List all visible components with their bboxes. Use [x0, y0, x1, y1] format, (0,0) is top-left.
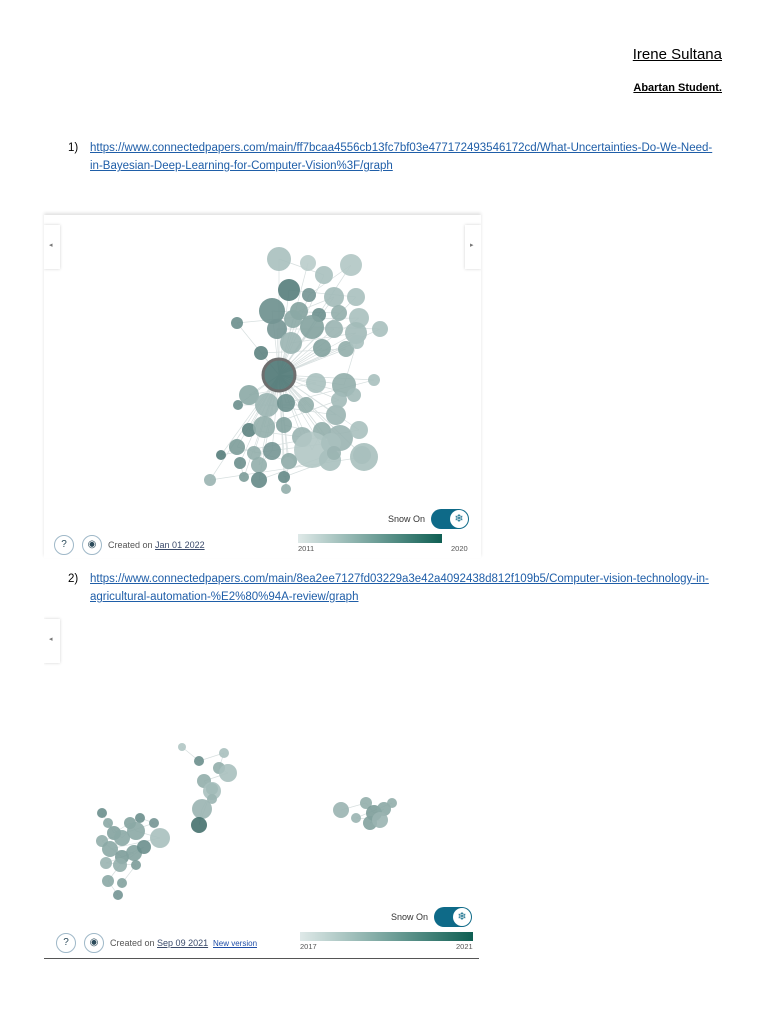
locate-icon[interactable]: ◉: [84, 933, 104, 953]
help-button[interactable]: ?: [54, 535, 74, 555]
snow-toggle-row: [391, 907, 472, 927]
graph-node[interactable]: [351, 813, 361, 823]
graph-node[interactable]: [333, 802, 349, 818]
list-number: 2): [68, 573, 79, 585]
graph-node[interactable]: [231, 317, 243, 329]
chevron-right-icon: ▸: [470, 242, 474, 249]
year-gradient-bar: [298, 534, 442, 543]
graph-node[interactable]: [251, 472, 267, 488]
graph-node[interactable]: [113, 858, 127, 872]
year-gradient-bar: [300, 932, 473, 941]
graph-node[interactable]: [276, 417, 292, 433]
graph-node[interactable]: [253, 416, 275, 438]
graph-node[interactable]: [347, 388, 361, 402]
graph-node[interactable]: [300, 255, 316, 271]
graph-node[interactable]: [347, 288, 365, 306]
graph-node[interactable]: [191, 817, 207, 833]
graph-node[interactable]: [239, 472, 249, 482]
year-end: 2021: [456, 942, 473, 951]
graph-node[interactable]: [113, 890, 123, 900]
created-date[interactable]: Sep 09 2021: [157, 938, 209, 948]
graph-node[interactable]: [149, 818, 159, 828]
snowflake-icon: ❄: [453, 908, 471, 926]
graph-node[interactable]: [267, 247, 291, 271]
graph-node[interactable]: [178, 743, 186, 751]
graph-node[interactable]: [327, 446, 341, 460]
graph-node[interactable]: [387, 798, 397, 808]
help-button[interactable]: ?: [56, 933, 76, 953]
snow-label: Snow On: [388, 514, 426, 524]
new-version-link[interactable]: New version: [213, 939, 258, 948]
graph-node[interactable]: [302, 288, 316, 302]
graph-node[interactable]: [278, 279, 300, 301]
created-on: [108, 540, 205, 550]
author-role: Abartan Student.: [633, 82, 722, 94]
connected-papers-link-1[interactable]: https://www.connectedpapers.com/main/ff7bcaa4556cb13fc7bf03e477172493546172cd/What-Uncertainties-Do-We-Need-in-Bayesian-Deep-Learning-for-Computer-Vision%3F/graph: [90, 142, 713, 172]
graph-node[interactable]: [263, 442, 281, 460]
graph-node[interactable]: [331, 305, 347, 321]
graph-screenshot-1: [44, 215, 481, 558]
graph-node[interactable]: [284, 310, 302, 328]
graph-node[interactable]: [280, 332, 302, 354]
graph-node[interactable]: [298, 397, 314, 413]
graph-node[interactable]: [229, 439, 245, 455]
graph-node[interactable]: [219, 748, 229, 758]
graph-node[interactable]: [350, 335, 364, 349]
graph-node[interactable]: [194, 756, 204, 766]
snowflake-icon: ❄: [450, 510, 468, 528]
graph-node[interactable]: [206, 783, 218, 795]
year-end: 2020: [451, 544, 468, 553]
graph-node[interactable]: [340, 254, 362, 276]
graph-node[interactable]: [117, 878, 127, 888]
graph-node[interactable]: [300, 315, 324, 339]
graph-node[interactable]: [326, 405, 346, 425]
chevron-left-icon: ◂: [49, 242, 53, 249]
graph-node[interactable]: [207, 794, 217, 804]
graph-node[interactable]: [251, 457, 267, 473]
graph-node[interactable]: [315, 266, 333, 284]
graph-node[interactable]: [306, 373, 326, 393]
snow-label: Snow On: [391, 912, 429, 922]
snow-toggle[interactable]: [431, 509, 469, 529]
paper-network-graph[interactable]: [44, 215, 481, 515]
graph-node[interactable]: [282, 457, 294, 469]
chevron-left-icon: ◂: [49, 636, 53, 643]
snow-toggle[interactable]: [434, 907, 472, 927]
graph-node[interactable]: [219, 764, 237, 782]
graph-node[interactable]: [281, 484, 291, 494]
created-prefix: Created on: [110, 938, 155, 948]
connected-papers-link-2[interactable]: https://www.connectedpapers.com/main/8ea2ee7127fd03229a3e42a4092438d812f109b5/Computer-vision-technology-in-agricultural-automation-%E2%80%94A-review/graph: [90, 573, 709, 603]
graph-node[interactable]: [277, 394, 295, 412]
graph-node[interactable]: [368, 374, 380, 386]
snow-toggle-row: [388, 509, 469, 529]
graph-node[interactable]: [100, 857, 112, 869]
graph-node[interactable]: [372, 321, 388, 337]
graph-node[interactable]: [216, 450, 226, 460]
graph-node[interactable]: [254, 346, 268, 360]
graph-node[interactable]: [313, 339, 331, 357]
graph-node[interactable]: [372, 812, 388, 828]
origin-paper-node[interactable]: [263, 359, 295, 391]
graph-node[interactable]: [131, 860, 141, 870]
graph-node[interactable]: [135, 813, 145, 823]
year-start: 2017: [300, 942, 317, 951]
graph-node[interactable]: [350, 421, 368, 439]
locate-icon[interactable]: ◉: [82, 535, 102, 555]
graph-node[interactable]: [278, 471, 290, 483]
graph-node[interactable]: [350, 443, 378, 471]
author-name: Irene Sultana: [632, 46, 722, 63]
graph-node[interactable]: [234, 457, 246, 469]
graph-node[interactable]: [233, 400, 243, 410]
paper-network-graph[interactable]: [44, 613, 479, 913]
graph-node[interactable]: [150, 828, 170, 848]
graph-node[interactable]: [324, 287, 344, 307]
year-start: 2011: [298, 544, 315, 553]
graph-node[interactable]: [255, 393, 279, 417]
created-on: [110, 938, 208, 948]
created-date[interactable]: Jan 01 2022: [155, 540, 205, 550]
created-prefix: Created on: [108, 540, 153, 550]
graph-node[interactable]: [204, 474, 216, 486]
graph-node[interactable]: [325, 320, 343, 338]
graph-node[interactable]: [102, 875, 114, 887]
list-number: 1): [68, 142, 79, 154]
graph-node[interactable]: [137, 840, 151, 854]
graph-node[interactable]: [331, 392, 347, 408]
graph-node[interactable]: [127, 822, 145, 840]
graph-node[interactable]: [97, 808, 107, 818]
graph-screenshot-2: [44, 613, 479, 959]
